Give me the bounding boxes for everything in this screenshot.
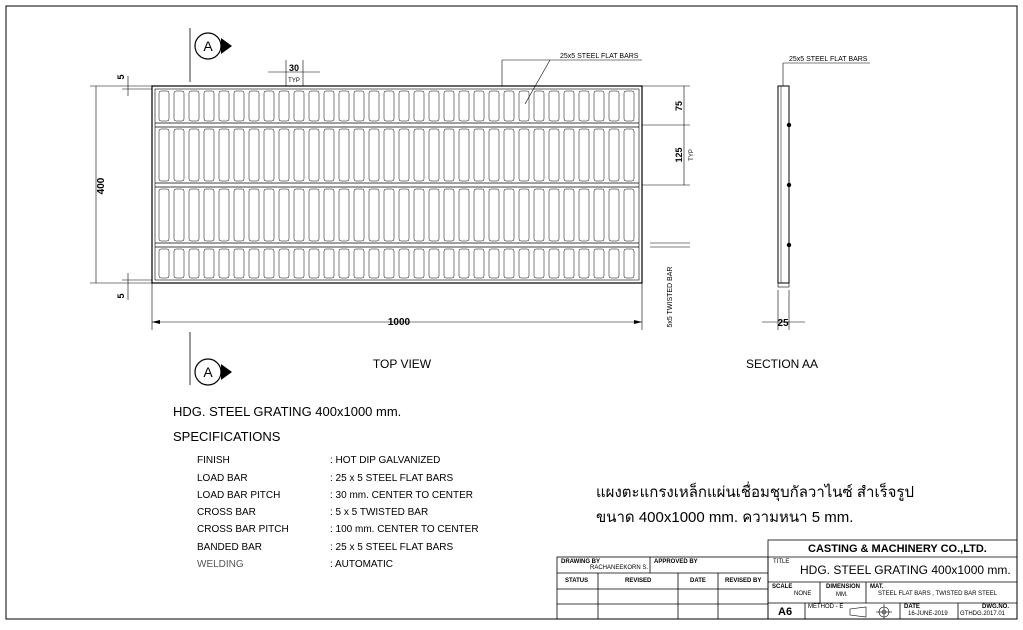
load-bar-opening: [594, 249, 604, 278]
dimension-label: DIMENSION: [826, 584, 861, 590]
drawing-by-label: DRAWING BY: [561, 559, 600, 565]
load-bar-opening: [609, 189, 619, 241]
spec-label-load-bar: LOAD BAR: [197, 473, 248, 484]
load-bar-opening: [459, 129, 469, 181]
load-bar-opening: [294, 129, 304, 181]
load-bar-opening: [219, 249, 229, 278]
load-bar-opening: [159, 249, 169, 278]
load-bar-opening: [279, 189, 289, 241]
dwg-no-label: DWG.NO.: [982, 604, 1009, 610]
load-bar-opening: [444, 189, 454, 241]
load-bar-opening: [549, 249, 559, 278]
load-bar-opening: [249, 91, 259, 121]
load-bar-opening: [429, 189, 439, 241]
sheet-size: A6: [778, 606, 793, 618]
load-bar-opening: [534, 91, 544, 121]
load-bar-opening: [579, 249, 589, 278]
load-bar-opening: [159, 129, 169, 181]
section-marker-bottom-letter: A: [203, 364, 213, 380]
spec-title: HDG. STEEL GRATING 400x1000 mm.: [173, 404, 402, 419]
load-bar-opening: [594, 91, 604, 121]
load-bar-opening: [609, 249, 619, 278]
date-value: 16-JUNE-2019: [908, 611, 948, 617]
dim-5-bottom-label: 5: [116, 293, 126, 299]
revised-header: REVISED: [625, 578, 652, 584]
load-bar-opening: [519, 249, 529, 278]
load-bar-opening: [579, 189, 589, 241]
drawing-by-value: RACHANEEKORN S.: [590, 565, 649, 571]
load-bar-opening: [264, 91, 274, 121]
load-bar-opening: [204, 189, 214, 241]
leader-flat-bars-top: [502, 60, 642, 104]
load-bar-opening: [519, 129, 529, 181]
load-bar-opening: [489, 189, 499, 241]
load-bar-opening: [624, 129, 634, 181]
load-bar-opening: [309, 129, 319, 181]
load-bar-opening: [309, 189, 319, 241]
method-label: METHOD - E: [808, 604, 844, 610]
load-bar-opening: [534, 189, 544, 241]
flat-bars-top-label: 25x5 STEEL FLAT BARS: [560, 53, 639, 60]
flat-bars-section-label: 25x5 STEEL FLAT BARS: [789, 56, 868, 63]
load-bar-opening: [234, 249, 244, 278]
spec-value-finish: : HOT DIP GALVANIZED: [330, 455, 441, 466]
load-bar-opening: [579, 129, 589, 181]
load-bar-opening: [489, 91, 499, 121]
load-bar-opening: [264, 249, 274, 278]
status-header: STATUS: [565, 578, 589, 584]
load-bar-opening: [174, 91, 184, 121]
dim-75-label: 75: [674, 100, 684, 112]
load-bar-opening: [189, 129, 199, 181]
load-bar-opening: [414, 189, 424, 241]
drawing-title: HDG. STEEL GRATING 400x1000 mm.: [800, 563, 1011, 577]
load-bar-opening: [564, 91, 574, 121]
load-bar-opening: [279, 91, 289, 121]
load-bar-opening: [249, 249, 259, 278]
spec-label-cross-bar-pitch: CROSS BAR PITCH: [197, 524, 289, 535]
material-label: MAT.: [870, 584, 884, 590]
cross-bars: [155, 123, 639, 247]
load-bar-opening: [564, 189, 574, 241]
load-bar-opening: [204, 249, 214, 278]
load-bar-opening: [234, 189, 244, 241]
load-bar-opening: [609, 129, 619, 181]
load-bar-opening: [474, 189, 484, 241]
load-bar-opening: [339, 249, 349, 278]
revised-by-header: REVISED BY: [725, 578, 762, 584]
load-bar-opening: [369, 189, 379, 241]
load-bar-opening: [414, 91, 424, 121]
load-bar-opening: [519, 189, 529, 241]
load-bar-opening: [324, 249, 334, 278]
load-bar-opening: [534, 129, 544, 181]
load-bar-opening: [324, 91, 334, 121]
load-bar-opening: [384, 91, 394, 121]
spec-value-banded-bar: : 25 x 5 STEEL FLAT BARS: [330, 542, 454, 553]
spec-label-welding: WELDING: [197, 559, 244, 570]
load-bar-opening: [384, 129, 394, 181]
title-label: TITLE: [773, 559, 790, 565]
approved-by-label: APPROVED BY: [654, 559, 698, 565]
date-header: DATE: [690, 578, 706, 584]
load-bar-opening: [264, 189, 274, 241]
load-bar-opening: [444, 129, 454, 181]
spec-value-welding: : AUTOMATIC: [330, 559, 393, 570]
load-bar-opening: [249, 129, 259, 181]
load-bar-opening: [354, 129, 364, 181]
load-bar-opening: [549, 129, 559, 181]
spec-label-finish: FINISH: [197, 455, 230, 466]
spec-value-cross-bar-pitch: : 100 mm. CENTER TO CENTER: [330, 524, 479, 535]
dim-1000-label: 1000: [387, 317, 411, 328]
dim-125-typ: TYP: [689, 149, 695, 161]
top-view-label: TOP VIEW: [372, 357, 432, 371]
load-bar-opening: [204, 129, 214, 181]
load-bar-opening: [564, 249, 574, 278]
load-bar-opening: [369, 129, 379, 181]
load-bar-opening: [339, 91, 349, 121]
material-value: STEEL FLAT BARS , TWISTED BAR STEEL: [878, 591, 998, 597]
load-bar-opening: [219, 129, 229, 181]
load-bar-opening: [429, 249, 439, 278]
dwg-no-value: GTHDG.2017.01: [960, 611, 1006, 617]
load-bar-opening: [384, 189, 394, 241]
section-view-label: SECTION AA: [745, 357, 819, 371]
load-bar-opening: [474, 249, 484, 278]
spec-label-load-bar-pitch: LOAD BAR PITCH: [197, 490, 281, 501]
grating-top-view: [152, 86, 642, 283]
load-bar-opening: [504, 129, 514, 181]
load-bar-opening: [534, 249, 544, 278]
load-bar-opening: [339, 129, 349, 181]
dim-30-typ: TYP: [288, 78, 300, 84]
load-bar-opening: [459, 189, 469, 241]
date-label: DATE: [904, 604, 920, 610]
load-bar-opening: [294, 91, 304, 121]
load-bar-opening: [354, 189, 364, 241]
load-bar-opening: [369, 91, 379, 121]
spec-value-load-bar-pitch: : 30 mm. CENTER TO CENTER: [330, 490, 473, 501]
spec-label-banded-bar: BANDED BAR: [197, 542, 263, 553]
load-bar-opening: [294, 189, 304, 241]
load-bar-opening: [234, 91, 244, 121]
load-bar-opening: [549, 91, 559, 121]
load-bar-opening: [519, 91, 529, 121]
load-bar-opening: [489, 129, 499, 181]
load-bar-opening: [369, 249, 379, 278]
load-bar-opening: [354, 91, 364, 121]
load-bar-opening: [624, 91, 634, 121]
section-aa-view: [778, 86, 791, 287]
load-bar-opening: [174, 129, 184, 181]
load-bar-opening: [474, 129, 484, 181]
scale-value: NONE: [794, 591, 812, 597]
dim-30-label: 30: [288, 63, 300, 73]
load-bar-opening: [609, 91, 619, 121]
load-bar-opening: [579, 91, 589, 121]
load-bar-opening: [189, 91, 199, 121]
load-bar-opening: [429, 129, 439, 181]
load-bar-opening: [414, 129, 424, 181]
load-bar-opening: [504, 249, 514, 278]
load-bar-opening: [324, 129, 334, 181]
load-bar-opening: [564, 129, 574, 181]
load-bar-opening: [309, 91, 319, 121]
company-name: CASTING & MACHINERY CO.,LTD.: [808, 543, 987, 555]
load-bar-opening: [159, 91, 169, 121]
dim-5-top-label: 5: [116, 74, 126, 80]
load-bar-opening: [549, 189, 559, 241]
spec-value-load-bar: : 25 x 5 STEEL FLAT BARS: [330, 473, 454, 484]
load-bar-opening: [489, 249, 499, 278]
load-bar-opening: [504, 91, 514, 121]
load-bar-opening: [624, 249, 634, 278]
load-bar-opening: [174, 189, 184, 241]
load-bar-opening: [189, 189, 199, 241]
spec-heading: SPECIFICATIONS: [173, 429, 281, 444]
twisted-bar-label: 5x5 TWISTED BAR: [667, 266, 674, 328]
load-bar-opening: [234, 129, 244, 181]
load-bar-opening: [414, 249, 424, 278]
grating-outline: [152, 86, 642, 283]
load-bar-opening: [339, 189, 349, 241]
section-marker-top-letter: A: [203, 38, 213, 54]
thai-description-line2: ขนาด 400x1000 mm. ความหนา 5 mm.: [596, 509, 854, 526]
load-bar-opening: [624, 189, 634, 241]
load-bar-opening: [594, 189, 604, 241]
load-bar-opening: [294, 249, 304, 278]
load-bar-opening: [309, 249, 319, 278]
spec-label-cross-bar: CROSS BAR: [197, 507, 256, 518]
load-bar-opening: [399, 91, 409, 121]
load-bar-opening: [354, 249, 364, 278]
dimension-value: MM.: [836, 592, 848, 598]
load-bar-opening: [459, 249, 469, 278]
dim-400-label: 400: [96, 177, 107, 195]
spec-value-cross-bar: : 5 x 5 TWISTED BAR: [330, 507, 429, 518]
load-bar-opening: [594, 129, 604, 181]
load-bar-opening: [399, 129, 409, 181]
load-bar-opening: [249, 189, 259, 241]
load-bar-opening: [279, 249, 289, 278]
sheet-border: [6, 6, 1017, 619]
load-bar-opening: [279, 129, 289, 181]
thai-description-line1: แผงตะแกรงเหล็กแผ่นเชื่อมชุบกัลวาไนซ์ สำเร็จรูป: [596, 484, 915, 501]
scale-label: SCALE: [772, 584, 793, 590]
leader-flat-bars-section: [783, 63, 870, 86]
load-bar-opening: [384, 249, 394, 278]
load-bar-opening: [399, 189, 409, 241]
load-bar-opening: [324, 189, 334, 241]
load-bar-opening: [219, 189, 229, 241]
load-bar-opening: [504, 189, 514, 241]
load-bar-opening: [399, 249, 409, 278]
load-bar-opening: [159, 189, 169, 241]
projection-symbol: [850, 604, 892, 619]
load-bar-opening: [264, 129, 274, 181]
load-bars: [159, 91, 634, 278]
load-bar-opening: [429, 91, 439, 121]
load-bar-opening: [459, 91, 469, 121]
load-bar-opening: [444, 249, 454, 278]
dim-125-label: 125: [674, 147, 684, 163]
load-bar-opening: [219, 91, 229, 121]
section-marker-top: [190, 28, 232, 82]
load-bar-opening: [174, 249, 184, 278]
load-bar-opening: [474, 91, 484, 121]
load-bar-opening: [444, 91, 454, 121]
load-bar-opening: [204, 91, 214, 121]
dim-25-label: 25: [777, 318, 789, 329]
load-bar-opening: [189, 249, 199, 278]
